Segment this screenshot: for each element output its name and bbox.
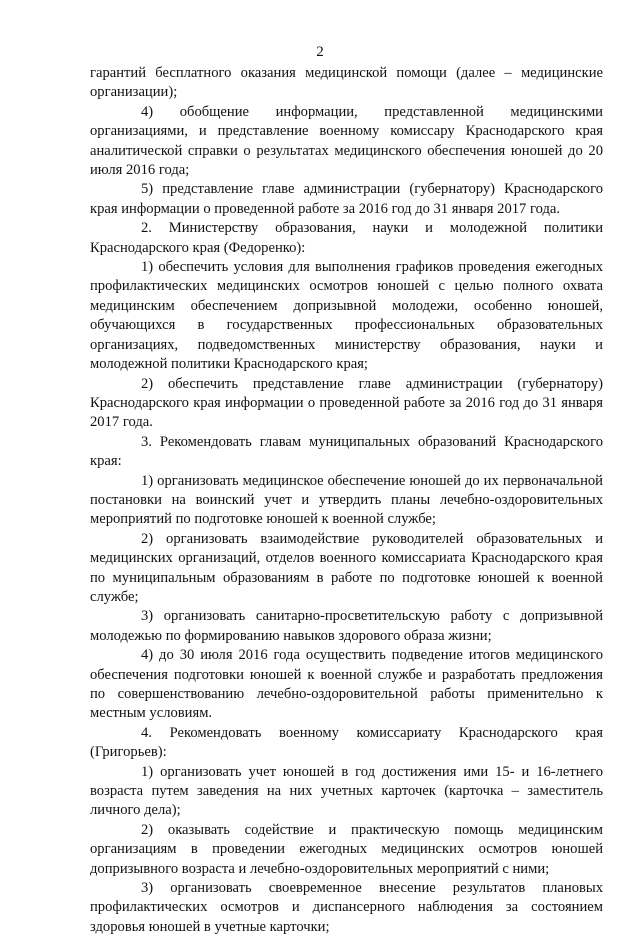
paragraph: 2) оказывать содействие и практическую помощь медицинским организациям в проведении ежегодных медицинских осмотров юношей допризывного возраста и лечебно-оздоровительных мероприятий с ними; <box>90 821 603 877</box>
paragraph: 1) обеспечить условия для выполнения графиков проведения ежегодных профилактических медицинских осмотров юношей с целью полного охвата медицинским обеспечением допризывной молодежи, особенно юношей, обучающихся в государственных профессиональных образовательных организациях, подведомственных министерству образования, науки и молодежной политики Краснодарского края; <box>90 259 603 373</box>
paragraph: 1) организовать учет юношей в год достижения ими 15- и 16-летнего возраста путем заведения на них учетных карточек (карточка – заместитель личного дела); <box>90 763 603 819</box>
paragraph: 3) организовать своевременное внесение результатов плановых профилактических осмотров и диспансерного наблюдения за состоянием здоровья юношей в учетные карточки; <box>90 880 603 935</box>
document-body <box>90 64 603 937</box>
paragraph: 3. Рекомендовать главам муниципальных образований Краснодарского края: <box>90 433 603 470</box>
paragraph: 2. Министерству образования, науки и молодежной политики Краснодарского края (Федоренко): <box>90 220 603 256</box>
paragraph: 3) организовать санитарно-просветительскую работу с допризывной молодежью по формированию навыков здорового образа жизни; <box>90 608 603 644</box>
paragraph: гарантий бесплатного оказания медицинской помощи (далее – медицинские организации); <box>90 65 603 101</box>
paragraph: 2) обеспечить представление главе администрации (губернатору) Краснодарского края информации о проведенной работе за 2016 год до 31 января 2017 года. <box>90 375 603 431</box>
paragraph: 4) до 30 июля 2016 года осуществить подведение итогов медицинского обеспечения подготовки юношей к военной службе и разработать предложения по совершенствованию лечебно-оздоровительной работы применительно к местным условиям. <box>90 647 603 722</box>
page-number: 2 <box>316 44 324 60</box>
paragraph: 4) обобщение информации, представленной медицинскими организациями, и представление военному комиссару Краснодарского края аналитической справки о результатах медицинского обеспечения юношей до 20 июля 2016 года; <box>90 103 603 179</box>
paragraph: 5) представление главе администрации (губернатору) Краснодарского края информации о проведенной работе за 2016 год до 31 января 2017 года. <box>90 181 603 217</box>
paragraph: 2) организовать взаимодействие руководителей образовательных и медицинских организаций, отделов военного комиссариата Краснодарского края по муниципальным образованиям в работе по подготовке юношей к военной службе; <box>90 530 603 605</box>
paragraph: 4. Рекомендовать военному комиссариату Краснодарского края (Григорьев): <box>90 724 603 761</box>
paragraph: 1) организовать медицинское обеспечение юношей до их первоначальной постановки на воинский учет и утвердить планы лечебно-оздоровительных мероприятий по подготовке юношей к военной службе; <box>90 472 603 528</box>
